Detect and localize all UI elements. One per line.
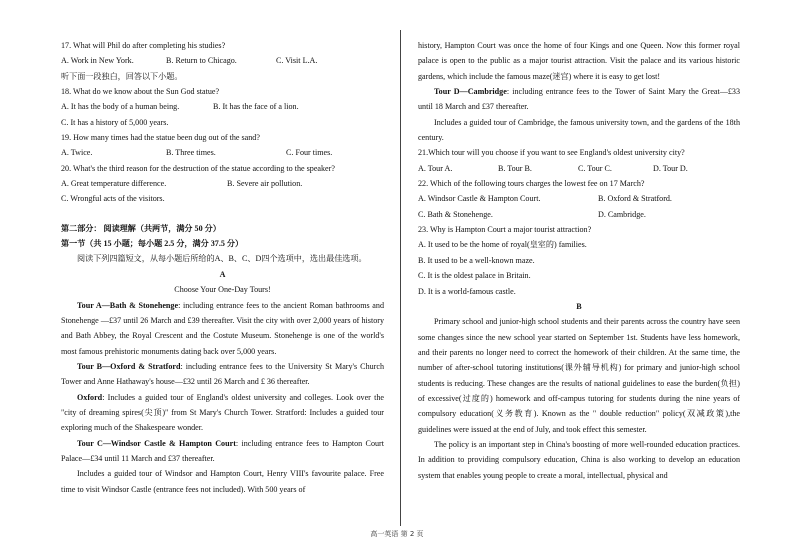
question-17: 17. What will Phil do after completing his studies? (61, 41, 226, 50)
tour-d-text: : including entrance fees to the Tower of Saint Mary the Great—£33 until 18 March and £37 thereafter. (418, 87, 740, 112)
tour-a-paragraph (61, 298, 384, 359)
question-18: 18. What do we know about the Sun God statue? (61, 87, 220, 97)
question-22: 22. Which of the following tours charges the lowest fee on 17 March? (418, 179, 645, 189)
question-23: 23. Why is Hampton Court a major tourist attraction? (418, 225, 592, 235)
tour-c-heading: Tour C—Windsor Castle & Hampton Court (77, 438, 236, 448)
question-17-options (61, 53, 384, 68)
passage-a-title: Choose Your One-Day Tours! (174, 285, 271, 295)
oxford-text: : Includes a guided tour of England's oldest university and colleges. Look over the "city of dreaming spires(尖顶)" from St Mary's Church Tower. Stratford: Includes a guided tour exploring much of the Shakespeare wonder. (61, 392, 384, 433)
tour-d-heading: Tour D—Cambridge (434, 87, 507, 97)
column-divider (400, 30, 401, 526)
tour-b-text: : including entrance fees to the University St Mary's Church Tower and Anne Hathaway's house—£32 until 26 March and £ 36 thereafter. (61, 361, 385, 387)
q21-option-b[interactable]: B. Tour B. (498, 163, 532, 173)
tour-c-text: : including entrance fees to Hampton Court Palace—£34 until 11 March and £37 thereafter. (61, 438, 384, 463)
part2-title: 第二部分： 阅读理解（共两节，满分 50 分） (61, 223, 221, 233)
tour-d-paragraph-2: Includes a guided tour of Cambridge, the famous university town, and the gardens of the 18th century. (418, 117, 740, 143)
left-column (61, 38, 384, 497)
q19-option-b[interactable]: B. Three times. (166, 148, 216, 158)
section1-title: 第一节（共 15 小题；每小题 2.5 分，满分 37.5 分） (61, 239, 244, 249)
tour-b-heading: Tour B—Oxford & Stratford (77, 361, 181, 371)
tour-d-paragraph (418, 84, 740, 115)
question-20-options (61, 176, 384, 191)
tour-c-paragraph (61, 436, 384, 467)
page-footer: 高一英语 第 2 页 (370, 530, 424, 538)
q20-option-b[interactable]: B. Severe air pollution. (227, 179, 303, 189)
q18-option-c[interactable]: C. It has a history of 5,000 years. (61, 117, 169, 127)
question-22-options-row2 (418, 207, 740, 222)
tour-c-continued: history, Hampton Court was once the home of four Kings and one Queen. Now this former royal palace is open to the public as a major tourist attraction. Visit the palace and its various historic gardens, which include the famous maze(迷宫) where it is easy to get lost! (418, 41, 740, 81)
q22-option-d[interactable]: D. Cambridge. (598, 209, 646, 219)
q20-option-c[interactable]: C. Wrongful acts of the visitors. (61, 194, 165, 204)
q17-option-a[interactable]: A. Work in New York. (61, 56, 134, 66)
passage-a-label: A (219, 269, 226, 279)
q20-option-a[interactable]: A. Great temperature difference. (61, 179, 167, 189)
oxford-paragraph (61, 390, 384, 436)
q23-option-a[interactable]: A. It used to be the home of royal(皇室的) families. (418, 240, 587, 250)
question-20: 20. What's the third reason for the destruction of the statue according to the speaker? (61, 163, 335, 173)
question-21: 21.Which tour will you choose if you want to see England's oldest university city? (418, 148, 685, 158)
q19-option-a[interactable]: A. Twice. (61, 148, 93, 158)
tour-c-paragraph-2: Includes a guided tour of Windsor and Hampton Court, Henry VIII's favourite palace. Free time to visit Windsor Castle (entrance fees not included). With 500 years of (61, 469, 384, 494)
q19-option-c[interactable]: C. Four times. (286, 148, 333, 158)
tour-a-heading: Tour A—Bath & Stonehenge (77, 300, 179, 310)
reading-instructions: 阅读下列四篇短文，从每小题后所给的A、B、C、D四个选项中，选出最佳选项。 (77, 254, 367, 264)
passage-b-label: B (576, 301, 582, 311)
q22-option-a[interactable]: A. Windsor Castle & Hampton Court. (418, 194, 541, 204)
question-19-options (61, 145, 384, 160)
q23-option-b[interactable]: B. It used to be a well-known maze. (418, 255, 535, 265)
question-22-options-row1 (418, 191, 740, 206)
listening-note: 听下面一段独白，回答以下小题。 (61, 71, 183, 81)
q21-option-d[interactable]: D. Tour D. (653, 163, 688, 173)
q22-option-b[interactable]: B. Oxford & Stratford. (598, 194, 672, 204)
question-19: 19. How many times had the statue been dug out of the sand? (61, 133, 260, 143)
right-column (418, 38, 740, 483)
q23-option-c[interactable]: C. It is the oldest palace in Britain. (418, 271, 531, 281)
passage-b-paragraph-1: Primary school and junior-high school students and their parents across the country have seen some changes since the new school year started on September 1st. Students have less homework, and their parents no longer need to correct the homework of their children. At the same time, the number of after-school tutoring institutions(课外辅导机构) for primary and junior-high school students is reducing. These changes are the results of national guidelines to ease the burden(负担) of excessive(过度的) homework and off-campus tutoring for students during the nine years of compulsory education(义务教育). Known as the " double reduction" policy(双减政策),the guidelines were issued at the end of July, and took effect this semester. (418, 317, 740, 434)
q18-option-b[interactable]: B. It has the face of a lion. (213, 102, 299, 112)
q17-option-c[interactable]: C. Visit L.A. (276, 56, 318, 66)
q21-option-a[interactable]: A. Tour A. (418, 163, 453, 173)
oxford-heading: Oxford (77, 392, 103, 402)
q23-option-d[interactable]: D. It is a world-famous castle. (418, 286, 516, 296)
tour-b-paragraph (61, 359, 384, 390)
q22-option-c[interactable]: C. Bath & Stonehenge. (418, 209, 493, 219)
question-21-options (418, 161, 740, 176)
passage-b-paragraph-2: The policy is an important step in China's boosting of more well-rounded education practices. In addition to providing compulsory education, China is also working to develop an education system that enables young people to create a moral, intellectual, physical and (418, 439, 740, 480)
q18-option-a[interactable]: A. It has the body of a human being. (61, 102, 180, 112)
q21-option-c[interactable]: C. Tour C. (578, 163, 612, 173)
q17-option-b[interactable]: B. Return to Chicago. (166, 56, 237, 66)
question-18-options (61, 99, 384, 114)
tour-a-text: : including entrance fees to the ancient Roman bathrooms and Stonehenge —£37 until 26 March and £39 thereafter. Visit the city with over 2,000 years of history and Bath Abbey, the Royal Crescent and the Costute Museum. Stonehenge is one of the world's most famous prehistoric monuments dating back over 5,000 years. (61, 300, 384, 356)
